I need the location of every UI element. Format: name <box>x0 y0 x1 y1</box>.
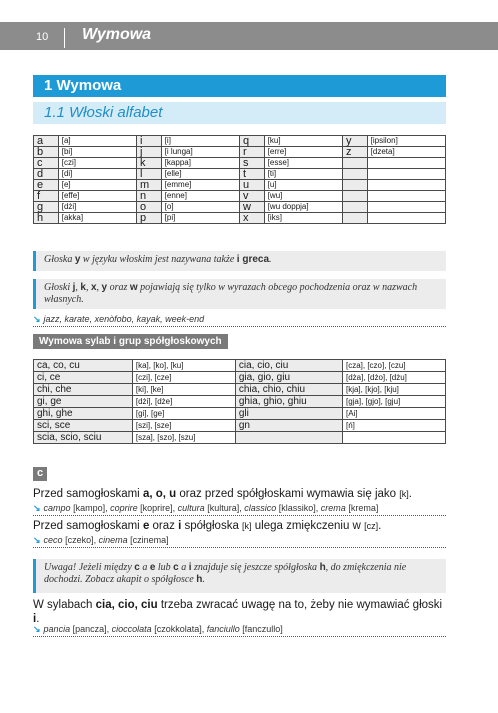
alphabet-letter: i <box>136 136 161 147</box>
arrow-icon: ↘ <box>33 314 41 324</box>
syllable-pronunciation: [dżi], [dże] <box>132 396 235 408</box>
section-title: 1.1 Włoski alfabet <box>44 104 163 121</box>
alphabet-pronunciation: [o] <box>161 202 239 213</box>
example-c-soft: ↘ ceco [czeko], cinema [czinema] <box>33 534 446 548</box>
example-pronunciation: [klassiko] <box>278 503 316 513</box>
arrow-icon: ↘ <box>33 624 41 634</box>
alphabet-row <box>34 202 446 213</box>
alphabet-letter: p <box>136 213 161 224</box>
alphabet-pronunciation: [dżi] <box>58 202 136 213</box>
alphabet-pronunciation: [esse] <box>264 158 342 169</box>
alphabet-letter: f <box>34 191 59 202</box>
syllable-spelling: gli <box>235 408 342 420</box>
syllable-row <box>34 420 446 432</box>
syllable-pronunciation: [gi], [ge] <box>132 408 235 420</box>
syllable-spelling: ca, co, cu <box>34 360 133 372</box>
syllable-row <box>34 360 446 372</box>
example-pronunciation: [czeko] <box>65 535 94 545</box>
header-divider <box>64 28 65 48</box>
syllable-pronunciation: [ki], [ke] <box>132 384 235 396</box>
syllable-spelling: scia, scio, sciu <box>34 432 133 444</box>
alphabet-letter <box>342 213 367 224</box>
alphabet-letter: g <box>34 202 59 213</box>
alphabet-pronunciation: [czi] <box>58 158 136 169</box>
note-foreign-letters: Głoski j, k, x, y oraz w pojawiają się tylko w wyrazach obcego pochodzenia oraz w nazwach własnych. <box>33 279 446 309</box>
alphabet-pronunciation: [di] <box>58 169 136 180</box>
alphabet-pronunciation <box>367 202 445 213</box>
alphabet-pronunciation: [e] <box>58 180 136 191</box>
alphabet-pronunciation: [wu] <box>264 191 342 202</box>
syllable-spelling: chi, che <box>34 384 133 396</box>
example-word: crema <box>320 503 346 513</box>
alphabet-pronunciation: [a] <box>58 136 136 147</box>
alphabet-letter: s <box>239 158 264 169</box>
alphabet-row <box>34 147 446 158</box>
running-header-bar <box>0 22 498 50</box>
alphabet-pronunciation: [wu doppja] <box>264 202 342 213</box>
alphabet-letter: v <box>239 191 264 202</box>
alphabet-pronunciation: [ti] <box>264 169 342 180</box>
note-y-letter: Głoska y w języku włoskim jest nazywana także i greca. <box>33 251 446 271</box>
alphabet-letter <box>342 169 367 180</box>
example-cia: ↘ pancia [pancza], cioccolata [czokkolata], fanciullo [fanczullo] <box>33 623 446 637</box>
alphabet-pronunciation: [enne] <box>161 191 239 202</box>
syllable-pronunciation: [ka], [ko], [ku] <box>132 360 235 372</box>
foreign-words-example: ↘ jazz, karate, xenòfobo, kayak, week-end <box>33 313 446 327</box>
syllable-spelling: sci, sce <box>34 420 133 432</box>
example-word: cinema <box>98 535 128 545</box>
alphabet-row <box>34 136 446 147</box>
alphabet-pronunciation: [ipsilon] <box>367 136 445 147</box>
alphabet-pronunciation: [akka] <box>58 213 136 224</box>
alphabet-letter: d <box>34 169 59 180</box>
alphabet-letter: r <box>239 147 264 158</box>
syllable-row <box>34 372 446 384</box>
arrow-icon: ↘ <box>33 503 41 513</box>
alphabet-letter: m <box>136 180 161 191</box>
alphabet-letter: j <box>136 147 161 158</box>
alphabet-letter: x <box>239 213 264 224</box>
syllable-spelling: gia, gio, giu <box>235 372 342 384</box>
syllables-heading: Wymowa sylab i grup spółgłoskowych <box>33 334 228 349</box>
syllable-row <box>34 396 446 408</box>
example-pronunciation: [czinema] <box>130 535 169 545</box>
syllable-spelling: gn <box>235 420 342 432</box>
rule-c-hard: Przed samogłoskami a, o, u oraz przed spółgłoskami wymawia się jako [k]. <box>33 488 412 500</box>
example-word: pancia <box>43 624 71 634</box>
alphabet-row <box>34 191 446 202</box>
example-word: cioccolata <box>111 624 152 634</box>
alphabet-letter: y <box>342 136 367 147</box>
alphabet-row <box>34 169 446 180</box>
syllable-spelling <box>235 432 342 444</box>
alphabet-pronunciation: [effe] <box>58 191 136 202</box>
alphabet-pronunciation: [ku] <box>264 136 342 147</box>
alphabet-letter <box>342 191 367 202</box>
syllable-pronunciation: [gja], [gjo], [gju] <box>342 396 445 408</box>
alphabet-row <box>34 158 446 169</box>
alphabet-pronunciation: [bi] <box>58 147 136 158</box>
example-pronunciation: [czokkolata] <box>154 624 202 634</box>
alphabet-letter: a <box>34 136 59 147</box>
running-title: Wymowa <box>82 26 152 43</box>
alphabet-row <box>34 180 446 191</box>
syllable-spelling: ci, ce <box>34 372 133 384</box>
syllable-pronunciation: [czi], [cze] <box>132 372 235 384</box>
alphabet-letter: e <box>34 180 59 191</box>
alphabet-letter <box>342 202 367 213</box>
example-word: cultura <box>177 503 205 513</box>
alphabet-pronunciation: [kappa] <box>161 158 239 169</box>
syllable-row <box>34 384 446 396</box>
alphabet-pronunciation: [i] <box>161 136 239 147</box>
alphabet-letter: l <box>136 169 161 180</box>
chapter-title: 1 Wymowa <box>44 77 122 94</box>
alphabet-letter <box>342 158 367 169</box>
alphabet-pronunciation <box>367 158 445 169</box>
syllable-pronunciation: [sza], [szo], [szu] <box>132 432 235 444</box>
alphabet-letter: q <box>239 136 264 147</box>
warning-note: Uwaga! Jeżeli między c a e lub c a i znajduje się jeszcze spółgłoska h, do zmiękczenia nie dochodzi. Zobacz akapit o spółgłosce h. <box>33 559 446 593</box>
alphabet-letter: c <box>34 158 59 169</box>
syllable-row <box>34 408 446 420</box>
syllable-spelling: gi, ge <box>34 396 133 408</box>
example-pronunciation: [krema] <box>348 503 379 513</box>
syllable-pronunciation: [Ai] <box>342 408 445 420</box>
alphabet-pronunciation: [dzeta] <box>367 147 445 158</box>
alphabet-letter: z <box>342 147 367 158</box>
syllable-spelling: chia, chio, chiu <box>235 384 342 396</box>
page-number: 10 <box>36 31 49 43</box>
syllable-pronunciation: [cza], [czo], [czu] <box>342 360 445 372</box>
example-c-hard: ↘ campo [kampo], coprire [koprire], cultura [kultura], classico [klassiko], crema [krema] <box>33 502 446 516</box>
example-pronunciation: [fanczullo] <box>242 624 283 634</box>
alphabet-pronunciation <box>367 213 445 224</box>
example-pronunciation: [pancza] <box>72 624 107 634</box>
rule-cia-cio-ciu: W sylabach cia, cio, ciu trzeba zwracać uwagę na to, żeby nie wymawiać głoski i. <box>33 599 443 625</box>
syllable-row <box>34 432 446 444</box>
syllable-spelling: ghi, ghe <box>34 408 133 420</box>
alphabet-pronunciation: [emme] <box>161 180 239 191</box>
example-pronunciation: [koprire] <box>140 503 173 513</box>
syllable-spelling: cia, cio, ciu <box>235 360 342 372</box>
syllables-table <box>33 359 446 444</box>
example-word: coprire <box>110 503 138 513</box>
alphabet-pronunciation: [erre] <box>264 147 342 158</box>
alphabet-letter: b <box>34 147 59 158</box>
alphabet-letter: t <box>239 169 264 180</box>
syllable-pronunciation <box>342 432 445 444</box>
alphabet-pronunciation <box>367 191 445 202</box>
alphabet-pronunciation: [u] <box>264 180 342 191</box>
alphabet-letter: n <box>136 191 161 202</box>
example-word: campo <box>43 503 71 513</box>
alphabet-letter: k <box>136 158 161 169</box>
syllable-spelling: ghia, ghio, ghiu <box>235 396 342 408</box>
alphabet-pronunciation: [iks] <box>264 213 342 224</box>
alphabet-row <box>34 213 446 224</box>
alphabet-letter: h <box>34 213 59 224</box>
example-pronunciation: [kampo] <box>73 503 106 513</box>
example-word: classico <box>244 503 277 513</box>
alphabet-pronunciation: [elle] <box>161 169 239 180</box>
alphabet-table <box>33 135 446 224</box>
syllable-pronunciation: [ń] <box>342 420 445 432</box>
alphabet-letter: w <box>239 202 264 213</box>
example-word: fanciullo <box>206 624 240 634</box>
alphabet-pronunciation: [pi] <box>161 213 239 224</box>
alphabet-letter: u <box>239 180 264 191</box>
alphabet-letter: o <box>136 202 161 213</box>
example-word: ceco <box>43 535 63 545</box>
rule-c-soft: Przed samogłoskami e oraz i spółgłoska [k] ulega zmiękczeniu w [cz]. <box>33 520 382 532</box>
syllable-pronunciation: [kja], [kjo], [kju] <box>342 384 445 396</box>
arrow-icon: ↘ <box>33 535 41 545</box>
letter-c-label: c <box>33 467 47 481</box>
alphabet-pronunciation <box>367 180 445 191</box>
syllable-pronunciation: [szi], [sze] <box>132 420 235 432</box>
alphabet-pronunciation <box>367 169 445 180</box>
alphabet-letter <box>342 180 367 191</box>
syllable-pronunciation: [dża], [dżo], [dżu] <box>342 372 445 384</box>
alphabet-pronunciation: [i lunga] <box>161 147 239 158</box>
example-pronunciation: [kultura] <box>207 503 240 513</box>
